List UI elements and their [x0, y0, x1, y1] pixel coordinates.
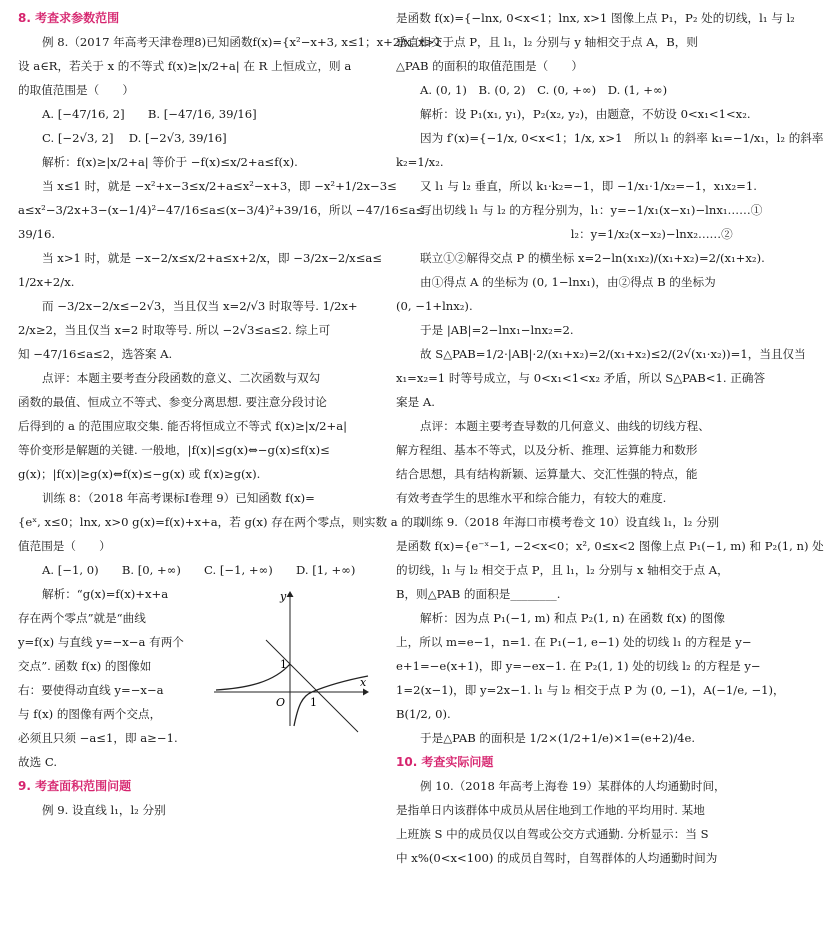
text-line: 当 x>1 时，就是 −x−2/x≤x/2+a≤x+2/x，即 −3/2x−2/x≤a≤ [42, 251, 383, 265]
text-line: 39/16. [18, 227, 56, 241]
text-line: l₂：y=1/x₂(x−x₂)−lnx₂……② [420, 227, 733, 241]
text-line: 于是 |AB|=2−lnx₁−lnx₂=2. [420, 323, 574, 337]
text-line: 故选 C. [18, 755, 58, 769]
right-column [396, 6, 824, 870]
text-line: 的切线，l₁ 与 l₂ 相交于点 P，且 l₁，l₂ 分别与 x 轴相交于点 A， [396, 563, 729, 577]
text-line: 结合思想，具有结构新颖、运算量大、交汇性强的特点，能 [396, 467, 698, 481]
text-line: 上，所以 m=e−1，n=1. 在 P₁(−1, e−1) 处的切线 l₁ 的方程是 y− [396, 635, 752, 649]
text-line: 解方程组、基本不等式，以及分析、推理、运算能力和数形 [396, 443, 698, 457]
moving-line [266, 640, 358, 732]
text-line: 值范围是（ ） [18, 539, 111, 553]
text-line: e+1=−e(x+1)，即 y=−ex−1. 在 P₂(1, 1) 处的切线 l₂ 的方程是 y− [396, 659, 761, 673]
left-tail-block [18, 774, 374, 822]
text-line: a≤x²−3/2x+3−(x−1/4)²−47/16≤a≤(x−3/4)²+39/16，所以 −47/16≤a≤ [18, 203, 426, 217]
text-line: (0, −1+lnx₂). [396, 299, 473, 313]
text-line: C. [−2√3, 2] D. [−2√3, 39/16] [42, 131, 227, 145]
text-line: 由①得点 A 的坐标为 (0, 1−lnx₁)，由②得点 B 的坐标为 [420, 275, 716, 289]
y-axis-label: y [280, 590, 287, 603]
text-line: 有效考查学生的思维水平和综合能力，有较大的难度. [396, 491, 667, 505]
function-graph-svg [208, 586, 374, 730]
text-line: x₁=x₂=1 时等号成立，与 0<x₁<1<x₂ 矛盾，所以 S△PAB<1. 正确答 [396, 371, 766, 385]
text-line: y=f(x) 与直线 y=−x−a 有两个 [18, 635, 184, 649]
text-line: 训练 9.（2018 年海口市模考卷文 10）设直线 l₁，l₂ 分别 [420, 515, 720, 529]
text-line: 故 S△PAB=1/2·|AB|·2/(x₁+x₂)=2/(x₁+x₂)≤2/(2√(x₁·x₂))=1，当且仅当 [420, 347, 806, 361]
text-line: 联立①②解得交点 P 的横坐标 x=2−ln(x₁x₂)/(x₁+x₂)=2/(x₁+x₂). [420, 251, 765, 265]
text-line: 2/x≥2，当且仅当 x=2 时取等号. 所以 −2√3≤a≤2. 综上可 [18, 323, 331, 337]
text-line: B，则△PAB 的面积是________. [396, 587, 561, 601]
text-line: 案是 A. [396, 395, 435, 409]
text-line: 于是△PAB 的面积是 1/2×(1/2+1/e)×1=(e+2)/4e. [420, 731, 696, 745]
text-line: {eˣ, x≤0；lnx, x>0 g(x)=f(x)+x+a，若 g(x) 存在两个零点，则实数 a 的取 [18, 515, 425, 529]
function-graph [208, 586, 374, 730]
text-line: 是函数 f(x)={e⁻ˣ−1, −2<x<0；x², 0≤x<2 图像上点 P₁(−1, m) 和 P₂(1, n) 处 [396, 539, 824, 553]
text-line: 垂直相交于点 P，且 l₁，l₂ 分别与 y 轴相交于点 A，B，则 [396, 35, 698, 49]
text-line: 因为 f′(x)={−1/x, 0<x<1；1/x, x>1 所以 l₁ 的斜率 k₁=−1/x₁，l₂ 的斜率 [420, 131, 824, 145]
text-line: 例 10.（2018 年高考上海卷 19）某群体的人均通勤时间， [420, 779, 726, 793]
x-one-label: 1 [310, 696, 317, 709]
text-line: 交点”. 函数 f(x) 的图像如 [18, 659, 152, 673]
graph-explanation [18, 582, 208, 774]
text-line: 点评：本题主要考查导数的几何意义、曲线的切线方程、 [420, 419, 710, 433]
text-line: 又 l₁ 与 l₂ 垂直，所以 k₁·k₂=−1，即 −1/x₁·1/x₂=−1，x₁x₂=1. [420, 179, 757, 193]
text-line: 上班族 S 中的成员仅以自驾或公交方式通勤. 分析显示：当 S [396, 827, 709, 841]
x-axis-label: x [360, 676, 367, 689]
text-line: 训练 8：（2018 年高考课标Ⅰ卷理 9）已知函数 f(x)= [42, 491, 315, 505]
text-line: 1=2(x−1)，即 y=2x−1. l₁ 与 l₂ 相交于点 P 为 (0, −1)，A(−1/e, −1)， [396, 683, 785, 697]
text-line: 的取值范围是（ ） [18, 83, 134, 97]
text-line: 等价变形是解题的关键. 一般地，|f(x)|≤g(x)⇔−g(x)≤f(x)≤ [18, 443, 330, 457]
text-line: 后得到的 a 的范围应取交集. 能否将恒成立不等式 f(x)≥|x/2+a| [18, 419, 348, 433]
text-line: 点评：本题主要考查分段函数的意义、二次函数与双勾 [42, 371, 321, 385]
text-line: 解析：设 P₁(x₁, y₁)，P₂(x₂, y₂)，由题意，不妨设 0<x₁<1<x₂. [420, 107, 751, 121]
section-heading: 8. 考查求参数范围 [18, 11, 120, 25]
text-line: 中 x%(0<x<100) 的成员自驾时，自驾群体的人均通勤时间为 [396, 851, 718, 865]
text-line: 写出切线 l₁ 与 l₂ 的方程分别为，l₁：y=−1/x₁(x−x₁)−lnx₁……① [420, 203, 763, 217]
y-one-label: 1 [280, 658, 287, 671]
text-line: 1/2x+2/x. [18, 275, 75, 289]
section-heading: 10. 考查实际问题 [396, 755, 494, 769]
text-line: 必须且只须 −a≤1，即 a≥−1. [18, 731, 178, 745]
text-line: 右：要使得动直线 y=−x−a [18, 683, 164, 697]
text-line: A. (0, 1) B. (0, 2) C. (0, +∞) D. (1, +∞) [420, 83, 668, 97]
right-text-block [396, 6, 824, 870]
text-line: 例 8.（2017 年高考天津卷理8)已知函数f(x)={x²−x+3, x≤1；x+2/x, x>1 [42, 35, 442, 49]
exp-curve [216, 664, 290, 690]
text-line: B(1/2, 0). [396, 707, 451, 721]
text-line: 当 x≤1 时，就是 −x²+x−3≤x/2+a≤x²−x+3，即 −x²+1/2x−3≤ [42, 179, 397, 193]
text-line: 解析：“g(x)=f(x)+x+a [42, 587, 169, 601]
text-line: 函数的最值、恒成立不等式、参变分离思想. 要注意分段讨论 [18, 395, 327, 409]
text-line: 存在两个零点”就是“曲线 [18, 611, 146, 625]
text-line: 而 −3/2x−2/x≤−2√3，当且仅当 x=2/√3 时取等号. 1/2x+ [42, 299, 358, 313]
ln-curve [294, 676, 368, 726]
origin-label: O [276, 696, 286, 709]
section-heading: 9. 考查面积范围问题 [18, 779, 132, 793]
example-graph-row [18, 582, 374, 774]
text-line: A. [−47/16, 2] B. [−47/16, 39/16] [42, 107, 257, 121]
text-line: A. [−1, 0) B. [0, +∞) C. [−1, +∞) D. [1, +∞) [42, 563, 356, 577]
text-line: 是函数 f(x)={−lnx, 0<x<1；lnx, x>1 图像上点 P₁，P₂ 处的切线，l₁ 与 l₂ [396, 11, 795, 25]
text-line: 例 9. 设直线 l₁，l₂ 分别 [42, 803, 166, 817]
text-line: △PAB 的面积的取值范围是（ ） [396, 59, 583, 73]
text-line: 解析：因为点 P₁(−1, m) 和点 P₂(1, n) 在函数 f(x) 的图像 [420, 611, 725, 625]
text-line: 是指单日内该群体中成员从居住地到工作地的平均用时. 某地 [396, 803, 705, 817]
text-line: 解析：f(x)≥|x/2+a| 等价于 −f(x)≤x/2+a≤f(x). [42, 155, 298, 169]
text-line: 知 −47/16≤a≤2，选答案 A. [18, 347, 173, 361]
text-line: 设 a∈R，若关于 x 的不等式 f(x)≥|x/2+a| 在 R 上恒成立，则 a [18, 59, 352, 73]
text-line: k₂=1/x₂. [396, 155, 444, 169]
text-line: g(x)；|f(x)|≥g(x)⇔f(x)≤−g(x) 或 f(x)≥g(x). [18, 467, 261, 481]
text-line: 与 f(x) 的图像有两个交点， [18, 707, 162, 721]
